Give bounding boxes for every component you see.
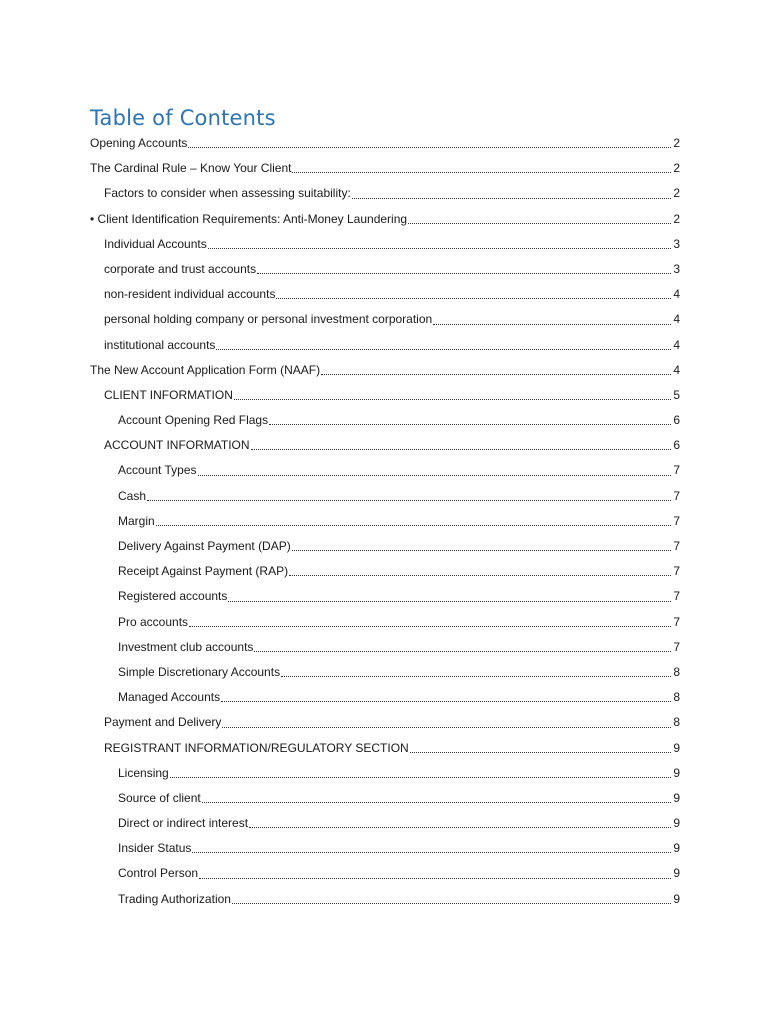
toc-entry[interactable] (90, 232, 680, 257)
toc-page-number: 9 (673, 765, 680, 780)
toc-dot-leader (232, 902, 671, 904)
toc-entry-label: Individual Accounts (104, 236, 207, 251)
toc-entry[interactable] (90, 333, 680, 358)
toc-page-number: 4 (673, 337, 680, 352)
toc-page-number: 3 (673, 261, 680, 276)
toc-entry[interactable] (90, 811, 680, 836)
toc-page-number: 4 (673, 362, 680, 377)
toc-dot-leader (254, 650, 671, 652)
toc-page-number: 9 (673, 866, 680, 881)
toc-page-number: 6 (673, 438, 680, 453)
toc-page-number: 7 (673, 513, 680, 528)
toc-page-number: 7 (673, 463, 680, 478)
toc-page-number: 8 (673, 690, 680, 705)
toc-entry[interactable] (90, 736, 680, 761)
toc-entry[interactable] (90, 307, 680, 332)
toc-entry-label: Investment club accounts (118, 639, 254, 654)
toc-dot-leader (198, 474, 672, 476)
toc-dot-leader (269, 423, 671, 425)
toc-dot-leader (410, 751, 671, 753)
toc-dot-leader (276, 297, 671, 299)
toc-page-number: 2 (673, 136, 680, 150)
toc-entry-label: Opening Accounts (90, 136, 188, 150)
toc-page-number: 8 (673, 715, 680, 730)
toc-dot-leader (202, 801, 671, 803)
toc-entry[interactable] (90, 584, 680, 609)
toc-entry[interactable] (90, 559, 680, 584)
toc-entry[interactable] (90, 383, 680, 408)
toc-entry[interactable] (90, 131, 680, 156)
toc-dot-leader (321, 373, 671, 375)
toc-entry-label: The New Account Application Form (NAAF) (90, 362, 321, 377)
toc-entry[interactable] (90, 635, 680, 660)
toc-dot-leader (228, 600, 671, 602)
toc-page-number: 7 (673, 589, 680, 604)
toc-entry[interactable] (90, 660, 680, 685)
toc-entry-label: personal holding company or personal investment corporation (104, 312, 433, 327)
toc-entry-label: Direct or indirect interest (118, 816, 249, 831)
toc-entry-label: Cash (118, 488, 147, 503)
toc-entry-label: ACCOUNT INFORMATION (104, 438, 250, 453)
toc-page-number: 4 (673, 287, 680, 302)
toc-page-number: 9 (673, 891, 680, 906)
toc-entry[interactable] (90, 836, 680, 861)
toc-entry[interactable] (90, 887, 680, 912)
toc-entry[interactable] (90, 685, 680, 710)
toc-entry[interactable] (90, 710, 680, 735)
toc-entry-label: Payment and Delivery (104, 715, 222, 730)
toc-page-number: 2 (673, 186, 680, 201)
toc-dot-leader (188, 146, 671, 148)
toc-page-number: 6 (673, 413, 680, 428)
toc-entry-label: Delivery Against Payment (DAP) (118, 539, 291, 553)
toc-page-number: 3 (673, 236, 680, 251)
toc-entry-label: Managed Accounts (118, 690, 221, 705)
toc-page-number: 7 (673, 639, 680, 654)
toc-entry-label: REGISTRANT INFORMATION/REGULATORY SECTION (104, 740, 409, 755)
toc-page-number: 7 (673, 614, 680, 629)
toc-entry[interactable] (90, 358, 680, 383)
toc-list (90, 131, 680, 912)
toc-page-number: 9 (673, 816, 680, 831)
toc-dot-leader (189, 625, 671, 627)
toc-entry-label: The Cardinal Rule – Know Your Client (90, 161, 292, 176)
toc-dot-leader (352, 197, 671, 199)
toc-entry-label: Pro accounts (118, 614, 189, 629)
toc-page-number: 4 (673, 312, 680, 327)
toc-dot-leader (249, 826, 671, 828)
toc-entry[interactable] (90, 156, 680, 181)
toc-entry[interactable] (90, 534, 680, 559)
toc-entry-label: Licensing (118, 765, 169, 780)
toc-entry[interactable] (90, 282, 680, 307)
toc-page-number: 9 (673, 740, 680, 755)
toc-entry[interactable] (90, 433, 680, 458)
toc-entry-label: non-resident individual accounts (104, 287, 276, 302)
toc-page-number: 9 (673, 790, 680, 805)
toc-page-number: 2 (673, 161, 680, 176)
toc-dot-leader (408, 222, 671, 224)
toc-entry-label: Insider Status (118, 841, 192, 856)
toc-entry-label: Trading Authorization (118, 891, 231, 906)
toc-entry[interactable] (90, 181, 680, 206)
toc-dot-leader (222, 726, 671, 728)
toc-entry-label: • Client Identification Requirements: Anti-Money Laundering (90, 211, 408, 226)
toc-entry-label: Margin (118, 513, 155, 528)
toc-dot-leader (216, 348, 671, 350)
toc-entry[interactable] (90, 458, 680, 483)
toc-page-number: 7 (673, 488, 680, 503)
toc-entry-label: Account Types (118, 463, 197, 478)
toc-dot-leader (208, 247, 671, 249)
toc-dot-leader (292, 549, 671, 551)
toc-entry-label: Registered accounts (118, 589, 228, 604)
toc-dot-leader (257, 272, 671, 274)
toc-page-number: 7 (673, 539, 680, 553)
toc-entry-label: Source of client (118, 790, 201, 805)
toc-dot-leader (156, 524, 671, 526)
toc-entry-label: CLIENT INFORMATION (104, 387, 233, 402)
toc-page-number: 2 (673, 211, 680, 226)
toc-dot-leader (251, 448, 671, 450)
toc-entry[interactable] (90, 484, 680, 509)
toc-page-number: 9 (673, 841, 680, 856)
toc-entry[interactable] (90, 861, 680, 886)
toc-dot-leader (221, 700, 671, 702)
toc-dot-leader (147, 499, 671, 501)
toc-page-number: 8 (673, 664, 680, 679)
toc-entry[interactable] (90, 761, 680, 786)
toc-page-number: 5 (673, 387, 680, 402)
toc-entry[interactable] (90, 610, 680, 635)
toc-entry[interactable] (90, 408, 680, 433)
toc-entry-label: Factors to consider when assessing suitability: (104, 186, 351, 201)
toc-dot-leader (281, 675, 671, 677)
toc-dot-leader (170, 776, 671, 778)
toc-entry-label: corporate and trust accounts (104, 261, 257, 276)
toc-title: Table of Contents (90, 106, 276, 130)
toc-dot-leader (234, 398, 671, 400)
toc-entry[interactable] (90, 786, 680, 811)
toc-entry[interactable] (90, 509, 680, 534)
toc-dot-leader (289, 574, 671, 576)
toc-entry[interactable] (90, 257, 680, 282)
toc-entry-label: Control Person (118, 866, 199, 881)
toc-page-number: 7 (673, 564, 680, 579)
toc-dot-leader (292, 171, 671, 173)
toc-entry-label: Simple Discretionary Accounts (118, 664, 281, 679)
toc-entry-label: institutional accounts (104, 337, 216, 352)
toc-dot-leader (199, 877, 671, 879)
toc-dot-leader (433, 323, 671, 325)
toc-entry-label: Account Opening Red Flags (118, 413, 269, 428)
toc-dot-leader (192, 851, 671, 853)
toc-entry[interactable] (90, 207, 680, 232)
toc-entry-label: Receipt Against Payment (RAP) (118, 564, 289, 579)
